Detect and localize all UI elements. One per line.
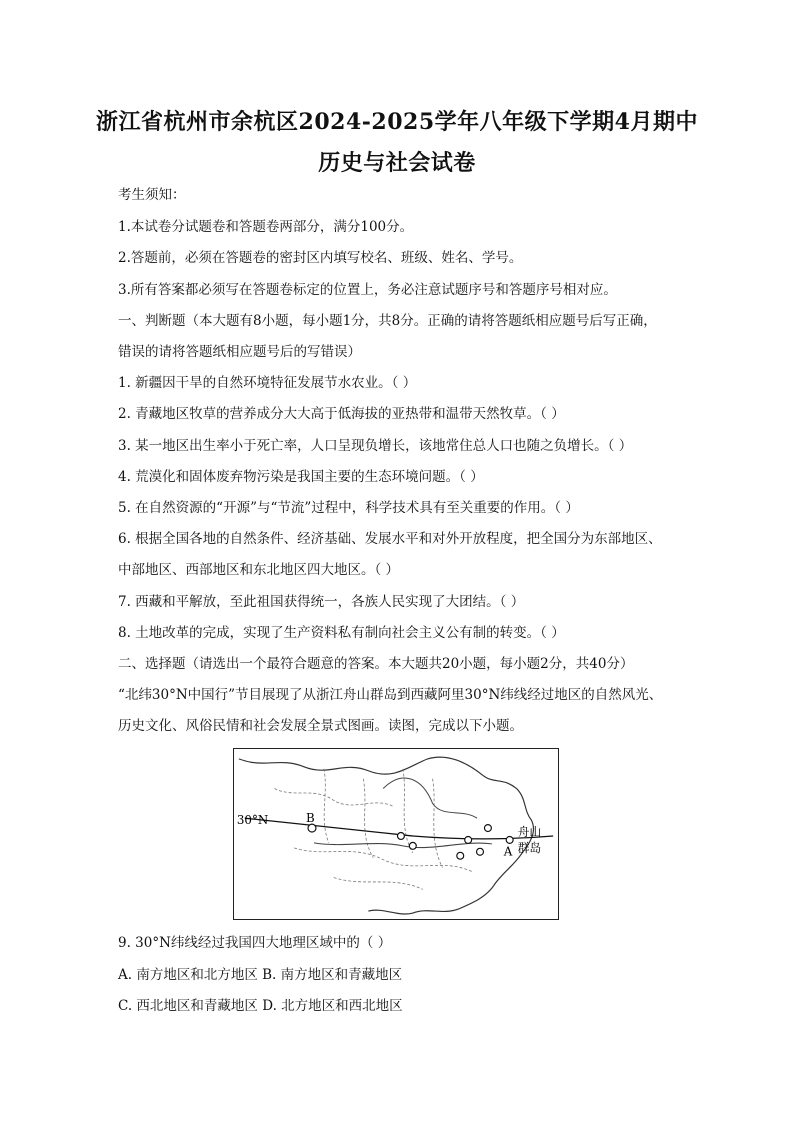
exam-title-line1: 浙江省杭州市余杭区2024-2025学年八年级下学期4月期中 <box>96 109 698 135</box>
question-1: 1. 新疆因干旱的自然环境特征发展节水农业。（ ） <box>118 375 417 391</box>
map-point-b <box>308 824 316 832</box>
exam-title-line2: 历史与社会试卷 <box>318 150 476 176</box>
city-marker <box>457 852 464 859</box>
notice-item-3: 3.所有答案都必须写在答题卷标定的位置上，务必注意试题序号和答题序号相对应。 <box>118 282 617 298</box>
question-8: 8. 土地改革的完成，实现了生产资料私有制向社会主义公有制的转变。（ ） <box>118 625 565 641</box>
map-label-zhoushan-2: 群岛 <box>517 840 542 855</box>
map-label-30n: 30°N <box>236 813 269 828</box>
question-7: 7. 西藏和平解放，至此祖国获得统一，各族人民实现了大团结。（ ） <box>118 594 525 610</box>
yellow-river <box>383 778 477 818</box>
city-marker <box>397 833 404 840</box>
question-6-line1: 6. 根据全国各地的自然条件、经济基础、发展水平和对外开放程度，把全国分为东部地区、 <box>118 531 662 547</box>
city-marker <box>477 848 484 855</box>
city-marker <box>465 836 472 843</box>
yangtze-river <box>314 843 492 848</box>
section1-instruction-line2: 错误的请将答题纸相应题号后的写错误） <box>118 344 361 360</box>
question-2: 2. 青藏地区牧草的营养成分大大高于低海拔的亚热带和温带天然牧草。（ ） <box>118 406 565 422</box>
question-4: 4. 荒漠化和固体废弃物污染是我国主要的生态环境问题。（ ） <box>118 469 484 485</box>
question-9-options-row2: C. 西北地区和青藏地区 D. 北方地区和西北地区 <box>118 998 403 1014</box>
question-5: 5. 在自然资源的“开源”与“节流”过程中，科学技术具有至关重要的作用。（ ） <box>118 500 579 516</box>
question-6-line2: 中部地区、西部地区和东北地区四大地区。（ ） <box>118 562 400 578</box>
section1-instruction-line1: 一、判断题（本大题有8小题，每小题1分，共8分。正确的请将答题纸相应题号后写正确， <box>118 313 657 329</box>
map-province-lines <box>274 769 472 890</box>
city-marker <box>409 842 416 849</box>
map-label-a: A <box>503 844 513 859</box>
section2-instruction: 二、选择题（请选出一个最符合题意的答案。本大题共20小题，每小题2分，共40分） <box>118 656 634 672</box>
map-point-a <box>506 836 513 843</box>
notice-item-1: 1.本试卷分试题卷和答题卷两部分，满分100分。 <box>118 219 414 235</box>
map-outline <box>236 757 534 914</box>
notice-item-2: 2.答题前，必须在答题卷的密封区内填写校名、班级、姓名、学号。 <box>118 250 523 266</box>
china-30n-map <box>233 748 559 920</box>
question-9-options-row1: A. 南方地区和北方地区 B. 南方地区和青藏地区 <box>118 967 403 983</box>
question-3: 3. 某一地区出生率小于死亡率，人口呈现负增长，该地常住总人口也随之负增长。（ ） <box>118 438 633 454</box>
passage-line1: “北纬30°N中国行”节目展现了从浙江舟山群岛到西藏阿里30°N纬线经过地区的自然风光、 <box>118 687 663 703</box>
map-label-zhoushan-1: 舟山 <box>517 824 542 839</box>
city-marker <box>484 825 491 832</box>
map-label-b: B <box>306 811 315 826</box>
passage-line2: 历史文化、风俗民情和社会发展全景式图画。读图，完成以下小题。 <box>118 718 523 734</box>
notice-heading: 考生须知： <box>118 187 186 203</box>
question-9: 9. 30°N纬线经过我国四大地理区域中的（ ） <box>118 935 392 951</box>
